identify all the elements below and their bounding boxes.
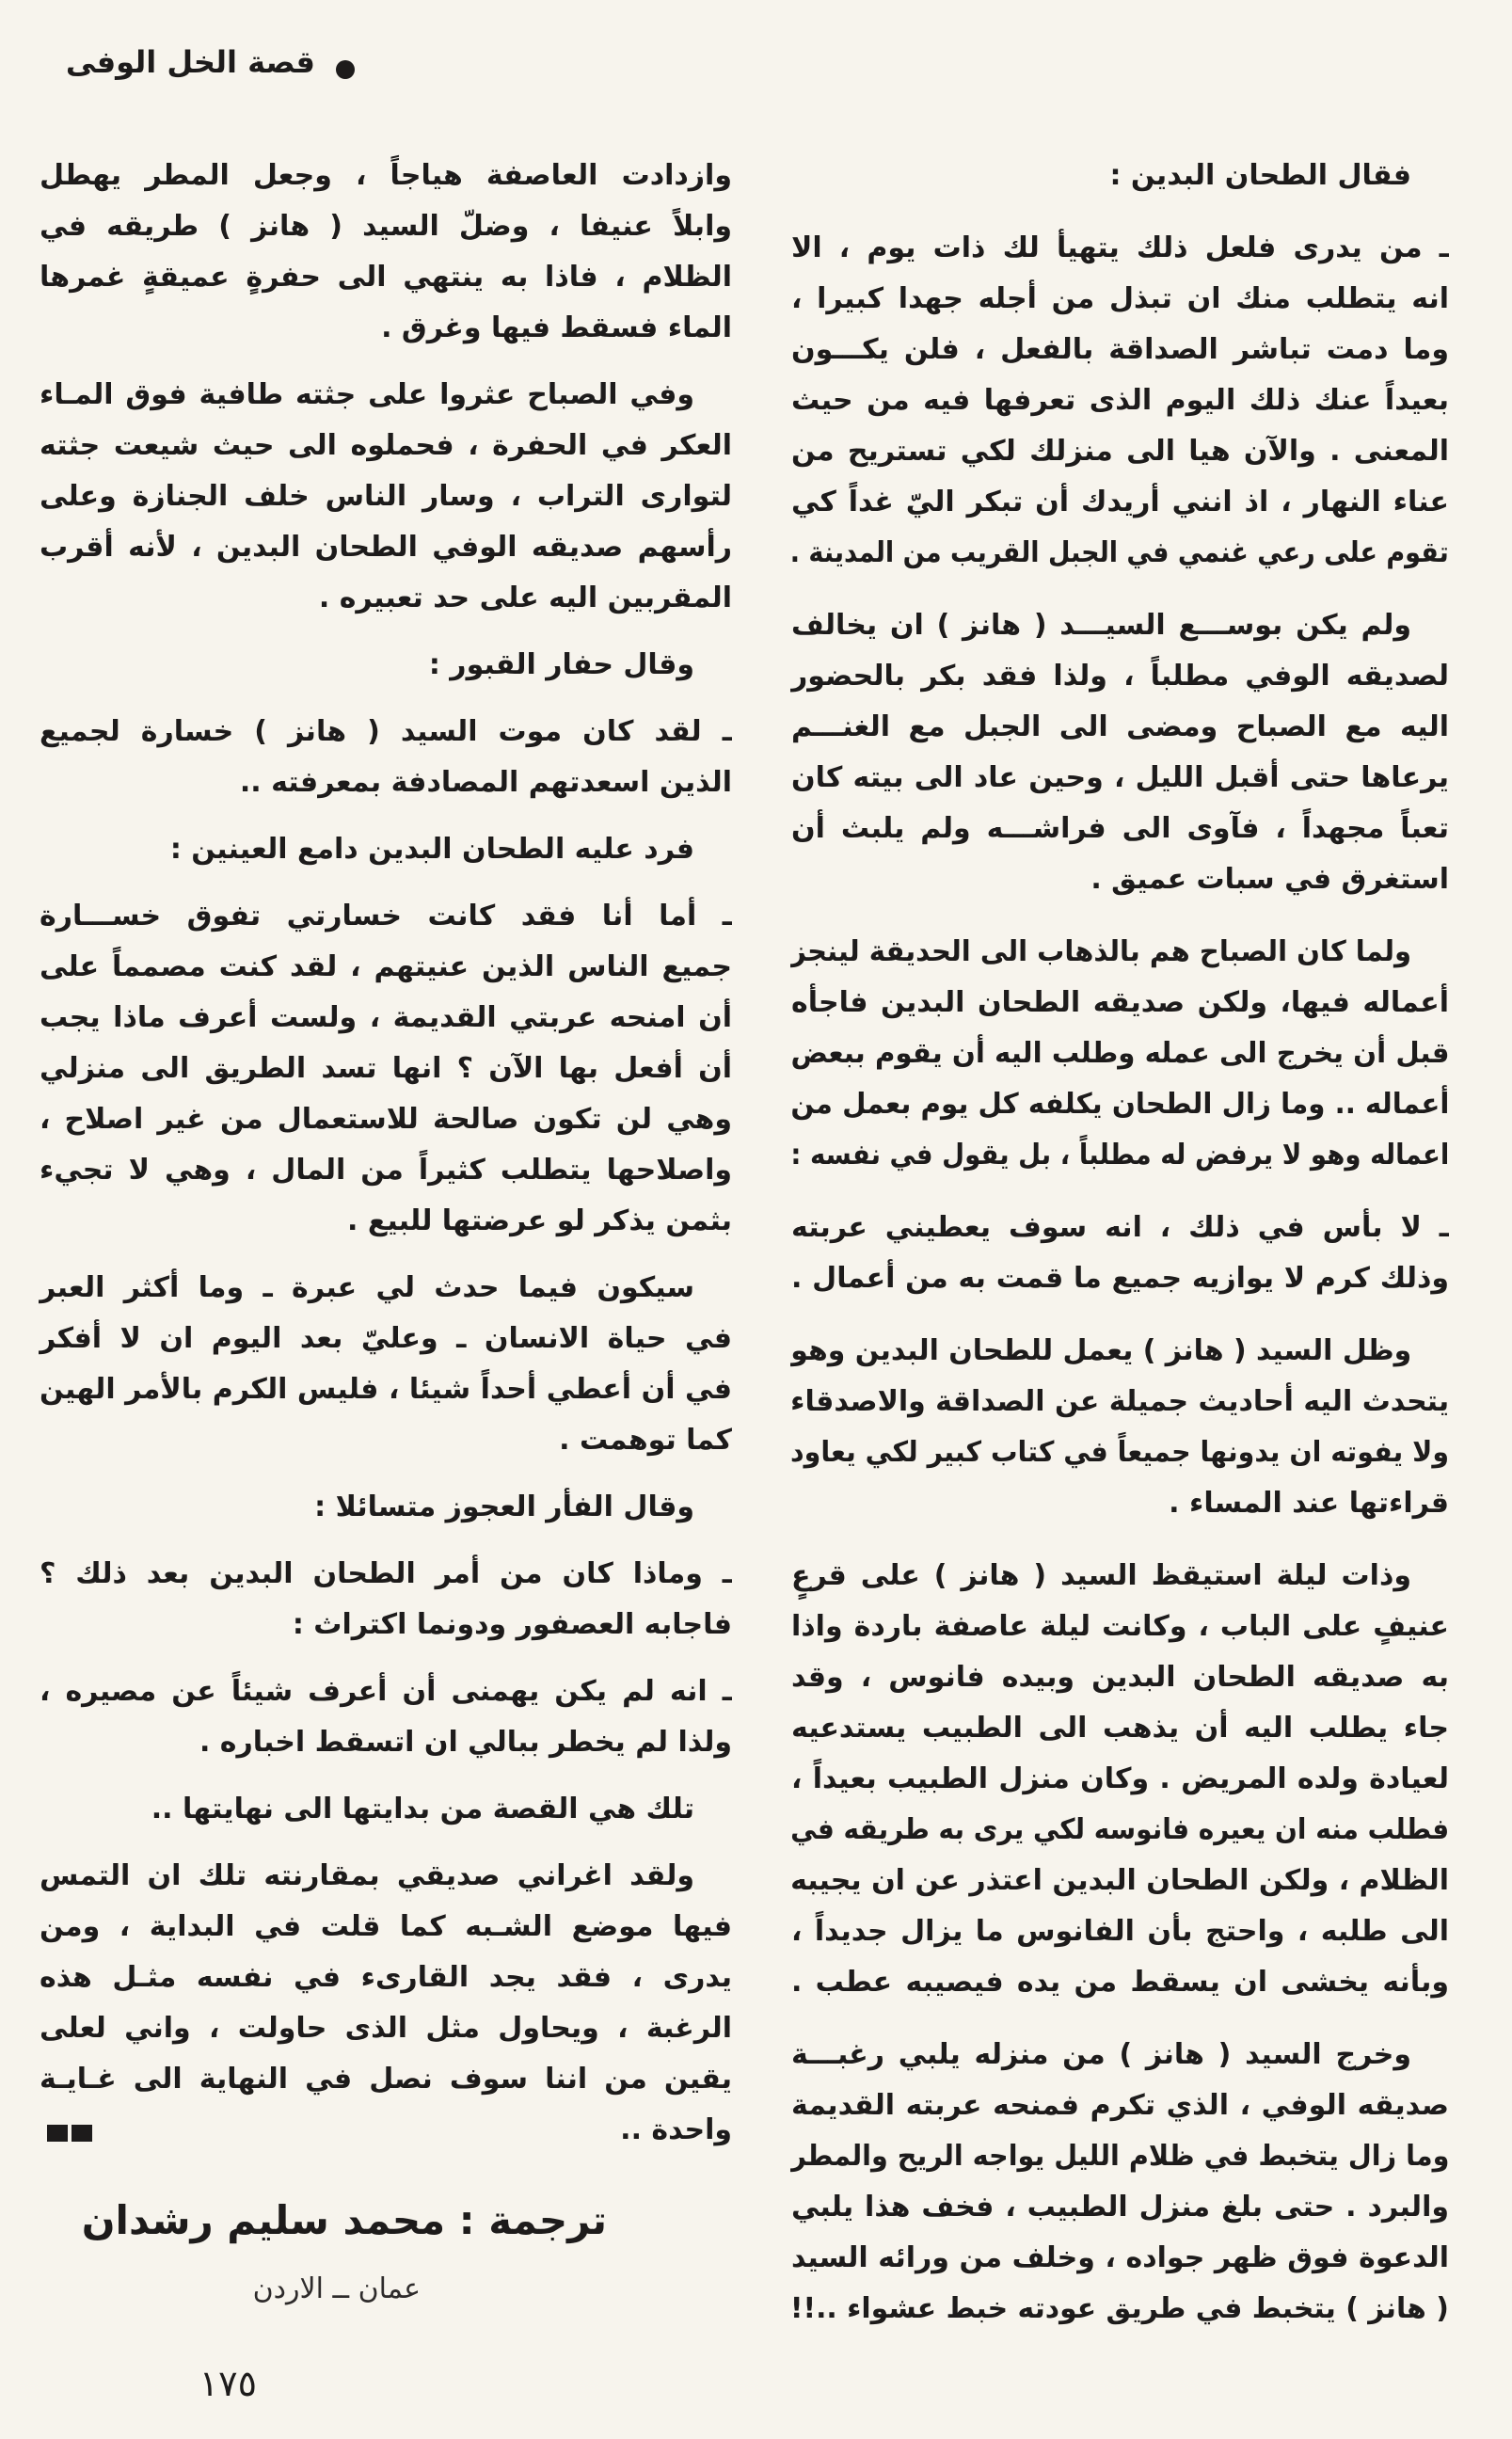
text-line [790, 600, 1449, 651]
text-line [790, 702, 1449, 753]
paragraph [39, 1666, 732, 1768]
text-line [39, 1094, 732, 1145]
text-line-content: والبرد . حتى بلغ منزل الطبيب ، فخف هذا يلبي [791, 2191, 1449, 2224]
text-line [790, 1478, 1449, 1529]
text-line [39, 2003, 732, 2054]
text-line [790, 651, 1449, 702]
text-line [39, 942, 732, 993]
text-line-content: الرغبة ، ويحاول مثل الذى حاولت ، واني لعلى [40, 2012, 732, 2045]
text-line [790, 1856, 1449, 1906]
paragraph [39, 1263, 732, 1466]
paragraph [790, 1326, 1449, 1529]
text-line-content: الماء فسقط فيها وغرق . [381, 311, 732, 344]
text-line-content: يقين من اننا سوف نصل في النهاية الى غـايـة [40, 2063, 732, 2096]
text-line [790, 1805, 1449, 1856]
text-line-content: ـ من يدرى فلعل ذلك يتهيأ لك ذات يوم ، الا [791, 231, 1449, 264]
text-line-content: فرد عليه الطحان البدين دامع العينين : [169, 833, 694, 866]
text-line-content: ولما كان الصباح هم بالذهاب الى الحديقة لينجز [790, 935, 1411, 968]
text-line-content: ـ أما أنا فقد كانت خسارتي تفوق خســـارة [40, 900, 732, 933]
text-line-content: وخرج السيد ( هانز ) من منزله يلبي رغبـــة [791, 2038, 1411, 2071]
text-line-content: ( هانز ) يتخبط في طريق عودته خبط عشواء ..!! [790, 2292, 1449, 2325]
text-line-content: سيكون فيما حدث لي عبرة ـ وما أكثر العبر [40, 1271, 694, 1304]
text-line-content: العكر في الحفرة ، فحملوه الى حيث شيعت جثته [40, 429, 732, 462]
text-line-content: الدعوة فوق ظهر جواده ، وخلف من ورائه السيد [791, 2241, 1449, 2274]
paragraph [39, 891, 732, 1247]
text-line-content: تعباً مجهداً ، فآوى الى فراشـــه ولم يلبث أن [791, 812, 1449, 845]
text-line-content: قبل أن يخرج الى عمله وطلب اليه أن يقوم ببعض [790, 1037, 1449, 1070]
text-line-content: تلك هي القصة من بدايتها الى نهايتها .. [151, 1793, 694, 1825]
text-line-content: يدرى ، فقد يجد القارىء في نفسه مثـل هذه [40, 1961, 732, 1994]
text-line [790, 2284, 1449, 2335]
text-line [39, 370, 732, 421]
text-line-content: عناء النهار ، اذ انني أريدك أن تبكر اليّ غداً كي [791, 486, 1449, 518]
text-line-content: ـ لقد كان موت السيد ( هانز ) خسارة لجميع [40, 715, 732, 748]
text-line-content: أن امنحه عربتي القديمة ، ولست أعرف ماذا يجب [40, 1001, 732, 1034]
paragraph [790, 223, 1449, 579]
text-line-content: جاء يطلب اليه أن يذهب الى الطبيب يستدعيه [791, 1712, 1449, 1745]
text-line [790, 528, 1449, 579]
text-line-content: ولم يكن بوســـع السيـــد ( هانز ) ان يخالف [791, 609, 1411, 642]
text-line [790, 1130, 1449, 1181]
text-line-content: لصديقه الوفي مطلباً ، ولذا فقد بكر بالحضور [791, 660, 1449, 693]
text-line [39, 757, 732, 808]
text-line-content: المقربين اليه على حد تعبيره . [318, 582, 732, 614]
text-line [39, 1784, 732, 1835]
text-line [39, 891, 732, 942]
text-line [790, 2233, 1449, 2284]
text-line [790, 1427, 1449, 1478]
text-line-content: وابلاً عنيفا ، وضلّ السيد ( هانز ) طريقه في [40, 210, 732, 243]
text-line-content: أن أفعل بها الآن ؟ انها تسد الطريق الى منزلي [40, 1052, 732, 1085]
text-line-content: الى طلبه ، واحتج بأن الفانوس ما يزال جديداً ، [791, 1915, 1449, 1948]
text-line-content: وبأنه يخشى ان يسقط من يده فيصيبه عطب . [791, 1966, 1449, 1999]
text-line [39, 640, 732, 691]
text-line [790, 1906, 1449, 1957]
text-line [790, 2182, 1449, 2233]
paragraph [790, 1551, 1449, 2008]
text-line [39, 201, 732, 252]
paragraph [39, 640, 732, 691]
text-line-content: فيها موضع الشـبه كما قلت في البداية ، ومن [40, 1910, 732, 1943]
text-line-content: وهي لن تكون صالحة للاستعمال من غير اصلاح ، [40, 1103, 732, 1136]
text-line [39, 824, 732, 875]
text-line [39, 1314, 732, 1364]
text-line-content: عنيفٍ على الباب ، وكانت ليلة عاصفة باردة واذا [791, 1610, 1449, 1643]
text-line [39, 1549, 732, 1600]
end-of-article-icon [47, 2125, 96, 2142]
paragraph [39, 707, 732, 808]
text-line [790, 854, 1449, 905]
text-line-content: جميع الناس الذين عنيتهم ، لقد كنت مصمماً على [40, 950, 732, 983]
text-line-content: بثمن يذكر لو عرضتها للبيع . [347, 1204, 732, 1237]
text-line-content: فاجابه العصفور ودونما اكتراث : [292, 1608, 732, 1641]
text-line [790, 1203, 1449, 1253]
text-line [39, 2105, 732, 2156]
text-line-content: الظلام ، فاذا به ينتهي الى حفرةٍ عميقةٍ غمرها [40, 261, 732, 294]
text-line-content: فقال الطحان البدين : [1109, 159, 1411, 192]
text-line-content: به صديقه الطحان البدين وبيده فانوس ، وقد [791, 1661, 1449, 1694]
text-line-content: انه يتطلب منك ان تبذل من أجله جهدا كبيرا ، [791, 282, 1449, 315]
paragraph [39, 1549, 732, 1650]
paragraph [790, 1203, 1449, 1304]
text-line-content: واصلاحها يتطلب كثيراً من المال ، وهي لا تجيء [40, 1154, 732, 1187]
text-line [790, 753, 1449, 804]
text-line [39, 1851, 732, 1902]
text-line-content: في أن أعطي أحداً شيئا ، فليس الكرم بالأمر الهين [40, 1373, 732, 1406]
text-line [39, 1044, 732, 1094]
paragraph [39, 370, 732, 624]
text-line [39, 1415, 732, 1466]
text-line-content: ولا يفوته ان يدونها جميعاً في كتاب كبير لكي يعاود [790, 1436, 1449, 1469]
text-line [39, 1953, 732, 2003]
text-line [790, 477, 1449, 528]
text-line-content: وازدادت العاصفة هياجاً ، وجعل المطر يهطل [40, 159, 732, 192]
text-line [790, 2030, 1449, 2080]
text-line [39, 471, 732, 522]
text-line [39, 1196, 732, 1247]
text-line [39, 707, 732, 757]
paragraph [790, 151, 1449, 201]
text-line [790, 1652, 1449, 1703]
text-line [790, 978, 1449, 1028]
text-line [39, 1263, 732, 1314]
text-line [39, 252, 732, 303]
text-line-content: رأسهم صديقه الوفي الطحان البدين ، لأنه أقرب [40, 531, 732, 564]
translator-location: عمان ــ الاردن [252, 2272, 421, 2305]
translator-credit: ترجمة : محمد سليم رشدان [81, 2197, 607, 2243]
text-line [790, 223, 1449, 274]
text-line-content: ـ انه لم يكن يهمنى أن أعرف شيئاً عن مصيره ، [40, 1675, 732, 1708]
text-line [790, 804, 1449, 854]
text-line [790, 1754, 1449, 1805]
text-line [39, 993, 732, 1044]
text-line-content: اعماله وهو لا يرفض له مطلباً ، بل يقول في نفسه : [790, 1139, 1449, 1172]
text-line [790, 1703, 1449, 1754]
text-line-content: لعيادة ولده المريض . وكان منزل الطبيب بعيداً ، [791, 1762, 1449, 1795]
text-line [790, 927, 1449, 978]
text-line-content: في حياة الانسان ـ وعليّ بعد اليوم ان لا أفكر [40, 1322, 732, 1355]
text-line [39, 421, 732, 471]
paragraph [790, 2030, 1449, 2335]
text-line [790, 2131, 1449, 2182]
bullet-dot-icon [336, 60, 355, 79]
paragraph [39, 1482, 732, 1533]
text-line [790, 2080, 1449, 2131]
text-line-content: وظل السيد ( هانز ) يعمل للطحان البدين وهو [790, 1334, 1411, 1367]
text-line-content: وذلك كرم لا يوازيه جميع ما قمت به من أعمال . [791, 1262, 1449, 1295]
text-line [790, 1377, 1449, 1427]
text-line-content: أعماله فيها، ولكن صديقه الطحان البدين فاجأه [791, 986, 1449, 1019]
text-line [790, 1602, 1449, 1652]
text-line [39, 1145, 732, 1196]
text-line-content: كما توهمت . [559, 1424, 732, 1457]
text-line-content: فطلب منه ان يعيره فانوسه لكي يرى به طريقه في [790, 1813, 1449, 1846]
text-line-content: المعنى . والآن هيا الى منزلك لكي تستريح من [791, 435, 1449, 468]
article-column-left [39, 151, 732, 2156]
text-line-content: وفي الصباح عثروا على جثته طافية فوق المـاء [40, 378, 694, 411]
text-line [790, 375, 1449, 426]
text-line-content: ـ لا بأس في ذلك ، انه سوف يعطيني عربته [791, 1211, 1449, 1244]
end-mark-square [47, 2125, 68, 2142]
text-line [39, 151, 732, 201]
text-line [790, 1551, 1449, 1602]
text-line [39, 1717, 732, 1768]
text-line [790, 1326, 1449, 1377]
paragraph [790, 927, 1449, 1181]
text-line-content: صديقه الوفي ، الذي تكرم فمنحه عربته القديمة [791, 2089, 1449, 2122]
text-line [39, 303, 732, 354]
text-line [790, 151, 1449, 201]
text-line [790, 1028, 1449, 1079]
paragraph [39, 151, 732, 354]
text-line-content: ولقد اغراني صديقي بمقارنته تلك ان التمس [40, 1859, 694, 1892]
article-column-right [790, 151, 1449, 2335]
text-line [39, 1666, 732, 1717]
running-header-title: قصة الخل الوفى [65, 44, 315, 80]
text-line-content: ولذا لم يخطر ببالي ان اتسقط اخباره . [199, 1726, 732, 1759]
text-line [39, 1364, 732, 1415]
text-line-content: يرعاها حتى أقبل الليل ، وحين عاد الى بيته كان [791, 761, 1449, 794]
text-line-content: يتحدث اليه أحاديث جميلة عن الصداقة والاصدقاء [790, 1385, 1449, 1418]
text-line [790, 1957, 1449, 2008]
text-line-content: وما زال يتخبط في ظلام الليل يواجه الريح والمطر [790, 2140, 1449, 2173]
text-line [790, 1079, 1449, 1130]
text-line-content: تقوم على رعي غنمي في الجبل القريب من المدينة . [790, 536, 1449, 569]
text-line [790, 1253, 1449, 1304]
text-line-content: وذات ليلة استيقظ السيد ( هانز ) على قرعٍ [791, 1559, 1411, 1592]
text-line [39, 522, 732, 573]
text-line-content: الذين اسعدتهم المصادفة بمعرفته .. [239, 766, 732, 799]
text-line-content: اليه مع الصباح ومضى الى الجبل مع الغنـــم [791, 710, 1449, 743]
page-number: ١٧٥ [199, 2363, 257, 2404]
text-line-content: ـ وماذا كان من أمر الطحان البدين بعد ذلك ؟ [40, 1557, 732, 1590]
paragraph [39, 1851, 732, 2156]
paragraph [39, 1784, 732, 1835]
text-line [790, 325, 1449, 375]
text-line-content: لتوارى التراب ، وسار الناس خلف الجنازة وعلى [40, 480, 732, 513]
text-line-content: أعماله .. وما زال الطحان يكلفه كل يوم بعمل من [790, 1088, 1449, 1121]
text-line [790, 426, 1449, 477]
text-line-content: وقال الفأر العجوز متسائلا : [314, 1490, 694, 1523]
text-line [39, 2054, 732, 2105]
text-line [39, 573, 732, 624]
text-line [39, 1482, 732, 1533]
text-line [39, 1902, 732, 1953]
text-line-content: بعيداً عنك ذلك اليوم الذى تعرفها فيه من حيث [791, 384, 1449, 417]
text-line-content: واحدة .. [620, 2113, 732, 2146]
text-line-content: وقال حفار القبور : [428, 648, 694, 681]
text-line [790, 274, 1449, 325]
paragraph [39, 824, 732, 875]
end-mark-square [72, 2125, 92, 2142]
text-line-content: الظلام ، ولكن الطحان البدين اعتذر عن ان يجيبه [790, 1864, 1449, 1897]
text-line [39, 1600, 732, 1650]
text-line-content: وما دمت تباشر الصداقة بالفعل ، فلن يكـــون [791, 333, 1449, 366]
text-line-content: استغرق في سبات عميق . [1090, 863, 1449, 896]
text-line-content: قراءتها عند المساء . [1169, 1487, 1449, 1520]
paragraph [790, 600, 1449, 905]
